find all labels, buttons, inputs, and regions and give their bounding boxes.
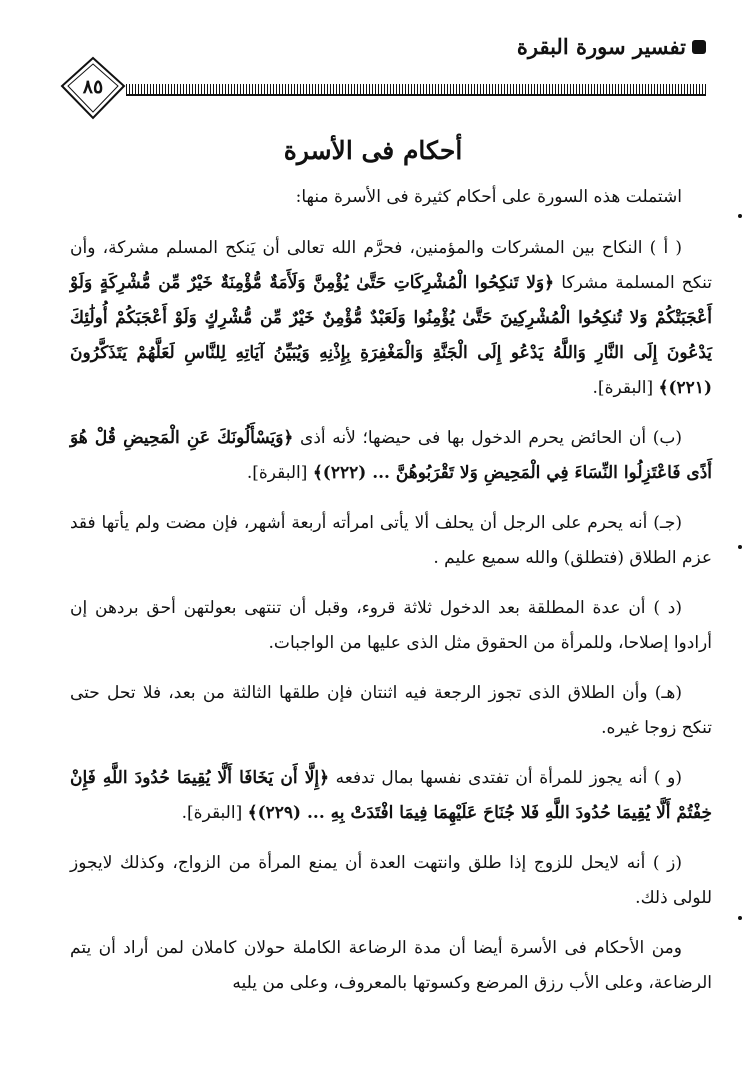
margin-dot [738, 214, 742, 218]
paragraph-intro [70, 180, 712, 215]
paragraph-text: (هـ) وأن الطلاق الذى تجوز الرجعة فيه اثنتان فإن طلقها الثالثة من بعد، فلا تحل حتى تنكح زوجا غيره. [70, 683, 712, 738]
ornament-icon [692, 40, 706, 54]
paragraph-text: اشتملت هذه السورة على أحكام كثيرة فى الأسرة منها: [295, 187, 682, 207]
paragraph-c [70, 506, 712, 576]
quran-verse: ﴿إِلَّا أَن يَخَافَا أَلَّا يُقِيمَا حُدُودَ اللَّهِ فَإِنْ خِفْتُمْ أَلَّا يُقِيمَا حُدُودَ اللَّهِ فَلا جُنَاحَ عَلَيْهِمَا فِيمَا افْتَدَتْ بِهِ ... (٢٢٩)﴾ [70, 768, 712, 823]
verse-reference: [البقرة]. [246, 463, 313, 483]
paragraph-text: ومن الأحكام فى الأسرة أيضا أن مدة الرضاعة الكاملة حولان كاملان لمن أراد أن يتم الرضاعة، وعلى الأب رزق المرضع وكسوتها بالمعروف، وعلى من يليه [70, 938, 712, 993]
quran-verse: ﴿وَلا تَنكِحُوا الْمُشْرِكَاتِ حَتَّىٰ يُؤْمِنَّ وَلَأَمَةٌ مُّؤْمِنَةٌ خَيْرٌ مِّن مُّشْرِكَةٍ وَلَوْ أَعْجَبَتْكُمْ وَلا تُنكِحُوا الْمُشْرِكِينَ حَتَّىٰ يُؤْمِنُوا وَلَعَبْدٌ مُّؤْمِنٌ خَيْرٌ مِّن مُّشْرِكٍ وَلَوْ أَعْجَبَكُمْ أُولَٰئِكَ يَدْعُونَ إِلَى النَّارِ وَاللَّهُ يَدْعُو إِلَى الْجَنَّةِ وَالْمَغْفِرَةِ بِإِذْنِهِ وَيُبَيِّنُ آيَاتِهِ لِلنَّاسِ لَعَلَّهُمْ يَتَذَكَّرُونَ (٢٢١)﴾ [70, 273, 712, 398]
running-title: تفسير سورة البقرة [516, 34, 686, 59]
page-number: ٨٥ [82, 76, 104, 98]
page-number-badge [60, 56, 126, 120]
paragraph-d [70, 591, 712, 661]
verse-reference: [البقرة]. [592, 378, 659, 398]
paragraph-a [70, 231, 712, 406]
paragraph-text: (جـ) أنه يحرم على الرجل أن يحلف ألا يأتى امرأته أربعة أشهر، فإن مضت ولم يأتها فقد عزم الطلاق (فتطلق) والله سميع عليم . [70, 513, 712, 568]
paragraph-text: ( أ ) النكاح بين المشركات والمؤمنين، فحرَّم الله تعالى أن يَنكح المسلم مشركة، وأن تنكح المسلمة مشركا [70, 238, 712, 293]
margin-dot [738, 545, 742, 549]
paragraph-b [70, 421, 712, 491]
paragraph-e [70, 676, 712, 746]
header-rule [126, 84, 706, 96]
quran-verse: ﴿وَيَسْأَلُونَكَ عَنِ الْمَحِيضِ قُلْ هُوَ أَذًى فَاعْتَزِلُوا النِّسَاءَ فِي الْمَحِيضِ وَلا تَقْرَبُوهُنَّ ... (٢٢٢)﴾ [70, 428, 712, 483]
margin-dot [738, 916, 742, 920]
paragraph-text: (و ) أنه يجوز للمرأة أن تفتدى نفسها بمال تدفعه [329, 768, 682, 788]
main-text [70, 180, 712, 1016]
page-title: أحكام فى الأسرة [283, 136, 463, 165]
verse-reference: [البقرة]. [181, 803, 248, 823]
paragraph-g [70, 846, 712, 916]
paragraph-text: (ز ) أنه لايحل للزوج إذا طلق وانتهت العدة أن يمنع المرأة من الزواج، وكذلك لايجوز للولى ذلك. [70, 853, 712, 908]
paragraph-text: (ب) أن الحائض يحرم الدخول بها فى حيضها؛ لأنه أذى [293, 428, 682, 448]
paragraph-closing [70, 931, 712, 1001]
page-header [0, 0, 746, 120]
paragraph-text: (د ) أن عدة المطلقة بعد الدخول ثلاثة قروء، وقبل أن تنتهى بعولتهن أحق بردهن إن أرادوا إصلاحا، وللمرأة من الحقوق مثل الذى عليها من الواجبات. [70, 598, 712, 653]
paragraph-f [70, 761, 712, 831]
